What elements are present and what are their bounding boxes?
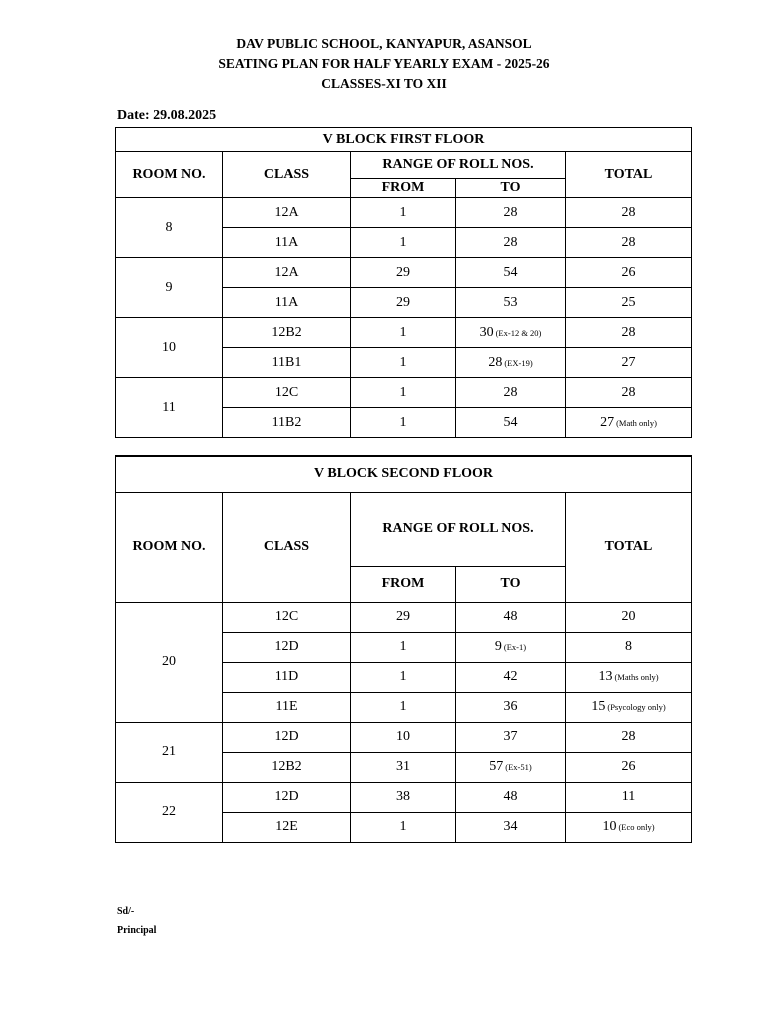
from-cell: 1 — [351, 632, 456, 662]
class-cell: 11B2 — [223, 408, 351, 438]
from-cell: 1 — [351, 198, 456, 228]
class-cell: 12E — [223, 812, 351, 842]
table-row — [116, 782, 692, 812]
class-cell: 12B2 — [223, 752, 351, 782]
total-value: 27 — [600, 414, 615, 430]
to-value: 28 — [488, 354, 503, 370]
to-note: (Ex-12 & 20) — [495, 327, 542, 338]
total-value: 25 — [621, 294, 636, 310]
table-row — [116, 378, 692, 408]
roll-range-header: RANGE OF ROLL NOS. — [351, 492, 566, 566]
total-cell — [566, 318, 692, 348]
table-row — [116, 258, 692, 288]
total-cell — [566, 692, 692, 722]
table-row — [116, 722, 692, 752]
class-cell: 11D — [223, 662, 351, 692]
to-value: 9 — [494, 639, 502, 654]
total-header: TOTAL — [566, 492, 692, 602]
total-cell — [566, 752, 692, 782]
room-number-cell: 10 — [116, 318, 223, 378]
to-cell — [456, 662, 566, 692]
class-cell: 11A — [223, 288, 351, 318]
to-value: 54 — [503, 414, 518, 430]
to-value: 28 — [503, 234, 518, 250]
to-note: (Ex-51) — [505, 762, 532, 772]
to-value: 48 — [503, 609, 518, 624]
room-number-cell: 9 — [116, 258, 223, 318]
from-cell: 1 — [351, 662, 456, 692]
total-cell — [566, 408, 692, 438]
total-cell — [566, 258, 692, 288]
signature-mark: Sd/- — [117, 906, 135, 917]
to-cell — [456, 722, 566, 752]
total-value: 26 — [621, 759, 636, 774]
table-row — [116, 198, 692, 228]
block-title: V BLOCK FIRST FLOOR — [116, 128, 692, 152]
class-header: CLASS — [223, 492, 351, 602]
from-cell: 1 — [351, 408, 456, 438]
to-cell — [456, 378, 566, 408]
room-number-cell: 21 — [116, 722, 223, 782]
total-cell — [566, 782, 692, 812]
table-row — [116, 602, 692, 632]
first-floor-table — [115, 127, 692, 438]
class-cell: 12D — [223, 722, 351, 752]
to-cell — [456, 228, 566, 258]
to-cell — [456, 812, 566, 842]
total-cell — [566, 198, 692, 228]
total-cell — [566, 812, 692, 842]
class-cell: 12C — [223, 602, 351, 632]
room-number-cell: 22 — [116, 782, 223, 842]
classes-range: CLASSES-XI TO XII — [321, 76, 447, 91]
principal-label: Principal — [117, 925, 157, 936]
block-title: V BLOCK SECOND FLOOR — [116, 456, 692, 492]
from-cell: 31 — [351, 752, 456, 782]
total-cell — [566, 288, 692, 318]
to-value: 28 — [503, 204, 518, 220]
room-no-header: ROOM NO. — [116, 492, 223, 602]
total-value: 28 — [621, 384, 636, 400]
to-cell — [456, 258, 566, 288]
from-header: FROM — [351, 179, 456, 198]
class-cell: 12C — [223, 378, 351, 408]
class-cell: 11B1 — [223, 348, 351, 378]
total-value: 11 — [621, 789, 636, 804]
second-floor-table — [115, 455, 692, 843]
from-cell: 1 — [351, 378, 456, 408]
to-value: 30 — [479, 324, 494, 340]
total-note: (Math only) — [616, 417, 657, 428]
total-cell — [566, 348, 692, 378]
to-cell — [456, 348, 566, 378]
room-number-cell: 8 — [116, 198, 223, 258]
from-cell: 29 — [351, 258, 456, 288]
exam-date: Date: 29.08.2025 — [117, 108, 217, 123]
exam-title: SEATING PLAN FOR HALF YEARLY EXAM - 2025-26 — [218, 56, 550, 71]
room-number-cell: 20 — [116, 602, 223, 722]
to-value: 28 — [503, 384, 518, 400]
to-value: 42 — [503, 669, 518, 684]
total-value: 26 — [621, 264, 636, 280]
to-cell — [456, 288, 566, 318]
from-cell: 1 — [351, 812, 456, 842]
to-value: 53 — [503, 294, 518, 310]
from-cell: 1 — [351, 228, 456, 258]
from-header: FROM — [351, 566, 456, 602]
class-cell: 11A — [223, 228, 351, 258]
total-cell — [566, 632, 692, 662]
to-header: TO — [456, 179, 566, 198]
from-cell: 29 — [351, 288, 456, 318]
total-value: 28 — [621, 729, 636, 744]
from-cell: 1 — [351, 318, 456, 348]
total-value: 28 — [621, 234, 636, 250]
room-no-header: ROOM NO. — [116, 152, 223, 198]
to-cell — [456, 408, 566, 438]
total-note: (Maths only) — [614, 672, 659, 682]
document-header — [0, 34, 768, 94]
school-name: DAV PUBLIC SCHOOL, KANYAPUR, ASANSOL — [236, 36, 532, 51]
class-cell: 12B2 — [223, 318, 351, 348]
total-cell — [566, 378, 692, 408]
to-header: TO — [456, 566, 566, 602]
total-value: 15 — [591, 699, 606, 714]
room-number-cell: 11 — [116, 378, 223, 438]
to-cell — [456, 318, 566, 348]
class-cell: 11E — [223, 692, 351, 722]
to-value: 57 — [489, 759, 504, 774]
to-note: (EX-19) — [504, 357, 533, 368]
total-value: 28 — [621, 324, 636, 340]
from-cell: 1 — [351, 348, 456, 378]
to-cell — [456, 752, 566, 782]
to-cell — [456, 632, 566, 662]
class-cell: 12D — [223, 632, 351, 662]
to-value: 34 — [503, 819, 518, 834]
to-cell — [456, 198, 566, 228]
table-row — [116, 318, 692, 348]
class-cell: 12D — [223, 782, 351, 812]
class-cell: 12A — [223, 258, 351, 288]
class-cell: 12A — [223, 198, 351, 228]
to-value: 48 — [503, 789, 518, 804]
total-value: 10 — [602, 819, 617, 834]
total-cell — [566, 602, 692, 632]
total-value: 28 — [621, 204, 636, 220]
from-cell: 38 — [351, 782, 456, 812]
to-value: 36 — [503, 699, 518, 714]
total-cell — [566, 722, 692, 752]
to-cell — [456, 692, 566, 722]
total-value: 13 — [598, 669, 613, 684]
total-note: (Psycology only) — [607, 702, 666, 712]
total-value: 27 — [621, 354, 636, 370]
total-cell — [566, 662, 692, 692]
to-value: 37 — [503, 729, 518, 744]
total-value: 8 — [625, 639, 633, 654]
class-header: CLASS — [223, 152, 351, 198]
to-cell — [456, 602, 566, 632]
to-cell — [456, 782, 566, 812]
roll-range-header: RANGE OF ROLL NOS. — [351, 152, 566, 179]
total-note: (Eco only) — [618, 822, 655, 832]
from-cell: 29 — [351, 602, 456, 632]
from-cell: 1 — [351, 692, 456, 722]
to-value: 54 — [503, 264, 518, 280]
from-cell: 10 — [351, 722, 456, 752]
total-header: TOTAL — [566, 152, 692, 198]
to-note: (Ex-1) — [503, 642, 527, 652]
total-cell — [566, 228, 692, 258]
total-value: 20 — [621, 609, 636, 624]
